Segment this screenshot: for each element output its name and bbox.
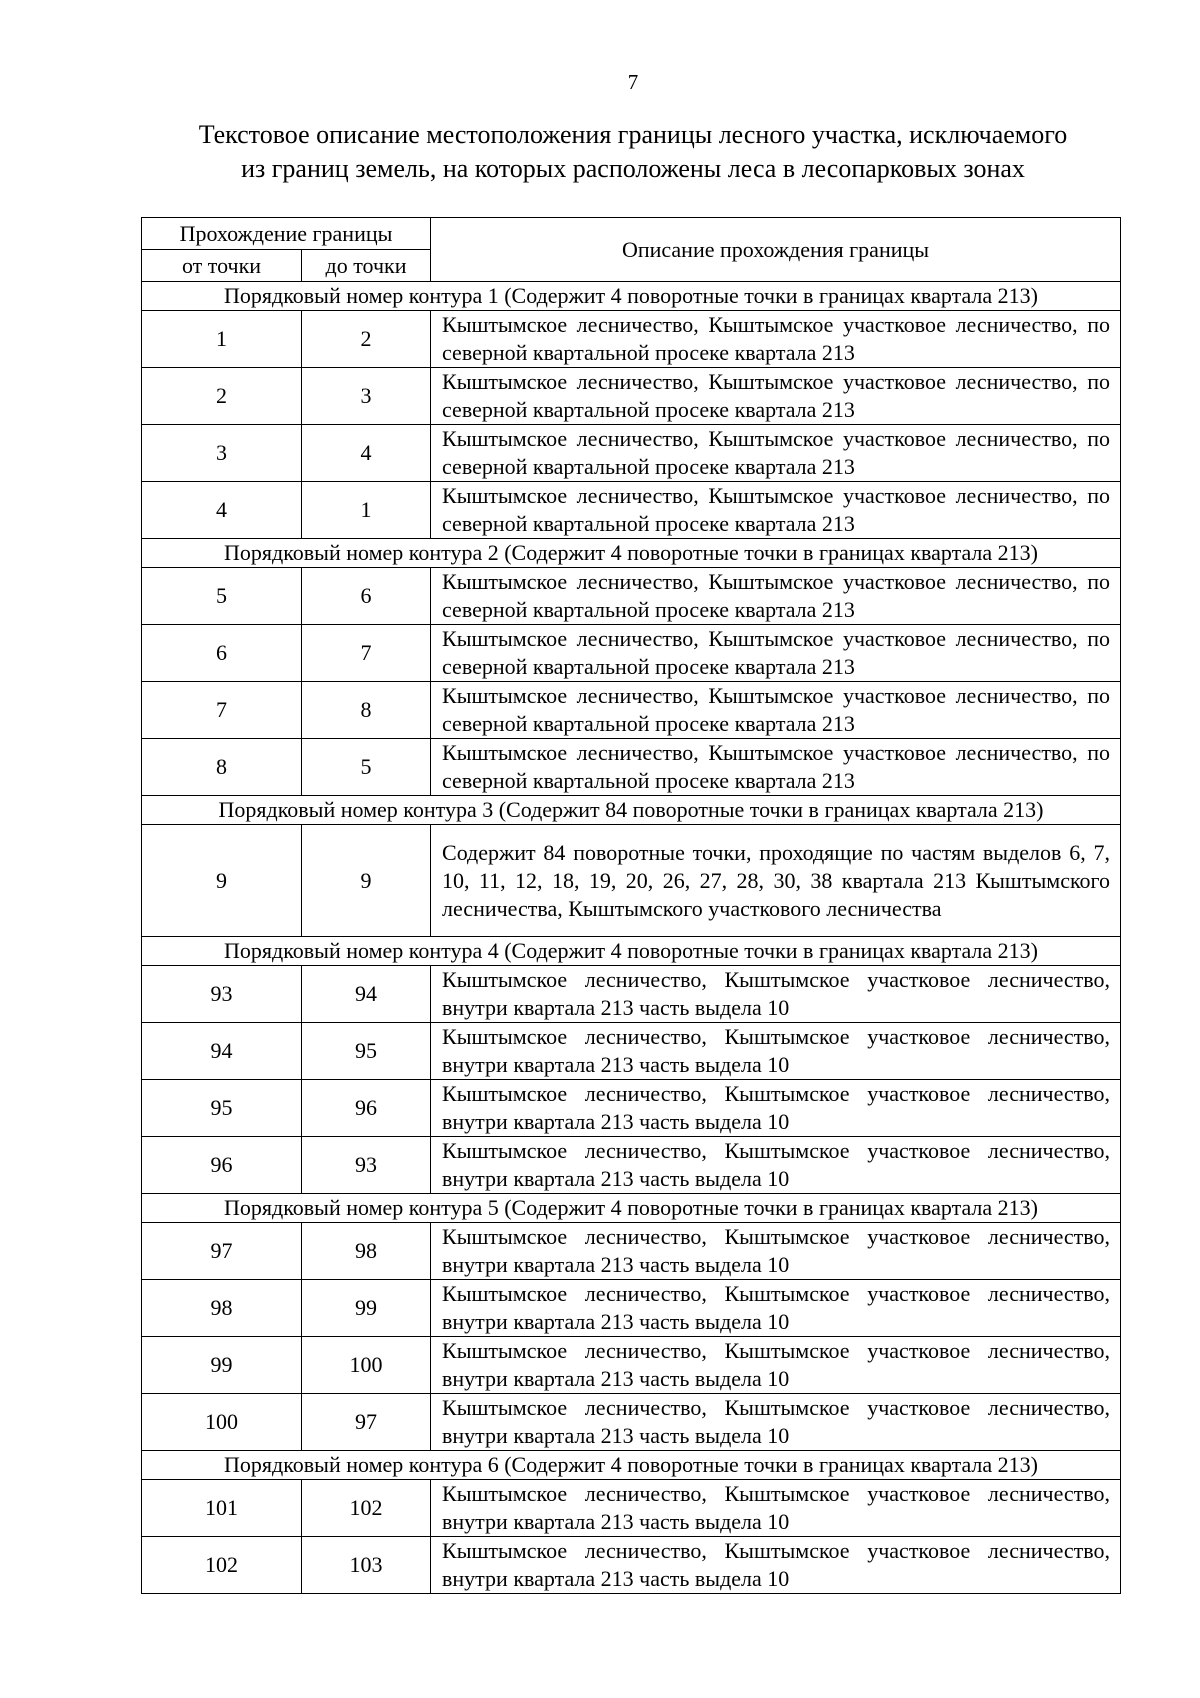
from-point-cell: 4 xyxy=(142,482,302,539)
from-point-cell: 6 xyxy=(142,625,302,682)
to-point-cell: 96 xyxy=(302,1080,431,1137)
from-point-cell: 96 xyxy=(142,1137,302,1194)
from-point-cell: 97 xyxy=(142,1223,302,1280)
from-point-cell: 102 xyxy=(142,1537,302,1594)
table-row xyxy=(142,825,1121,937)
header-from-point: от точки xyxy=(142,250,302,282)
header-description: Описание прохождения границы xyxy=(431,218,1121,282)
from-point-cell: 1 xyxy=(142,311,302,368)
description-cell: Кыштымское лесничество, Кыштымское участковое лесничество, по северной квартальной просеке квартала 213 xyxy=(431,682,1121,739)
description-cell: Кыштымское лесничество, Кыштымское участковое лесничество, по северной квартальной просеке квартала 213 xyxy=(431,368,1121,425)
from-point-cell: 94 xyxy=(142,1023,302,1080)
contour-section-title xyxy=(142,937,1121,966)
table-row xyxy=(142,966,1121,1023)
to-point-cell: 8 xyxy=(302,682,431,739)
contour-section-row xyxy=(142,796,1121,825)
from-point-cell: 2 xyxy=(142,368,302,425)
description-cell: Кыштымское лесничество, Кыштымское участковое лесничество, внутри квартала 213 часть выдела 10 xyxy=(431,1023,1121,1080)
to-point-cell: 95 xyxy=(302,1023,431,1080)
contour-section-title-text: Порядковый номер контура 1 (Содержит 4 поворотные точки в границах квартала 213) xyxy=(224,283,1038,308)
to-point-cell: 6 xyxy=(302,568,431,625)
to-point-cell: 93 xyxy=(302,1137,431,1194)
contour-section-row xyxy=(142,937,1121,966)
description-cell: Кыштымское лесничество, Кыштымское участковое лесничество, внутри квартала 213 часть выдела 10 xyxy=(431,966,1121,1023)
to-point-cell: 103 xyxy=(302,1537,431,1594)
to-point-cell: 97 xyxy=(302,1394,431,1451)
from-point-cell: 95 xyxy=(142,1080,302,1137)
document-title xyxy=(0,118,1200,186)
table-row xyxy=(142,625,1121,682)
to-point-cell: 7 xyxy=(302,625,431,682)
table-row xyxy=(142,1394,1121,1451)
contour-section-title-text: Порядковый номер контура 3 (Содержит 84 поворотные точки в границах квартала 213) xyxy=(218,797,1044,822)
from-point-cell: 7 xyxy=(142,682,302,739)
description-cell: Кыштымское лесничество, Кыштымское участковое лесничество, по северной квартальной просеке квартала 213 xyxy=(431,311,1121,368)
to-point-cell: 9 xyxy=(302,825,431,937)
description-cell: Кыштымское лесничество, Кыштымское участковое лесничество, внутри квартала 213 часть выдела 10 xyxy=(431,1137,1121,1194)
table-row xyxy=(142,1280,1121,1337)
to-point-cell: 2 xyxy=(302,311,431,368)
contour-section-title xyxy=(142,539,1121,568)
from-point-cell: 101 xyxy=(142,1480,302,1537)
table-row xyxy=(142,425,1121,482)
from-point-cell: 98 xyxy=(142,1280,302,1337)
description-cell: Кыштымское лесничество, Кыштымское участковое лесничество, по северной квартальной просеке квартала 213 xyxy=(431,568,1121,625)
description-cell: Кыштымское лесничество, Кыштымское участковое лесничество, внутри квартала 213 часть выдела 10 xyxy=(431,1337,1121,1394)
table-row xyxy=(142,1537,1121,1594)
description-cell: Кыштымское лесничество, Кыштымское участковое лесничество, внутри квартала 213 часть выдела 10 xyxy=(431,1480,1121,1537)
table-row xyxy=(142,368,1121,425)
to-point-cell: 98 xyxy=(302,1223,431,1280)
table-row xyxy=(142,739,1121,796)
from-point-cell: 8 xyxy=(142,739,302,796)
description-cell: Кыштымское лесничество, Кыштымское участковое лесничество, внутри квартала 213 часть выдела 10 xyxy=(431,1280,1121,1337)
header-boundary-passage: Прохождение границы xyxy=(142,218,431,250)
description-cell: Кыштымское лесничество, Кыштымское участковое лесничество, внутри квартала 213 часть выдела 10 xyxy=(431,1080,1121,1137)
to-point-cell: 99 xyxy=(302,1280,431,1337)
table-body xyxy=(142,282,1121,1594)
description-cell: Кыштымское лесничество, Кыштымское участковое лесничество, по северной квартальной просеке квартала 213 xyxy=(431,425,1121,482)
to-point-cell: 100 xyxy=(302,1337,431,1394)
to-point-cell: 5 xyxy=(302,739,431,796)
to-point-cell: 3 xyxy=(302,368,431,425)
from-point-cell: 100 xyxy=(142,1394,302,1451)
table-row xyxy=(142,311,1121,368)
to-point-cell: 4 xyxy=(302,425,431,482)
description-cell: Кыштымское лесничество, Кыштымское участковое лесничество, по северной квартальной просеке квартала 213 xyxy=(431,482,1121,539)
contour-section-title-text: Порядковый номер контура 6 (Содержит 4 поворотные точки в границах квартала 213) xyxy=(224,1452,1038,1477)
contour-section-row xyxy=(142,1194,1121,1223)
table-row xyxy=(142,1137,1121,1194)
header-to-point: до точки xyxy=(302,250,431,282)
from-point-cell: 9 xyxy=(142,825,302,937)
contour-section-title xyxy=(142,282,1121,311)
contour-section-title-text: Порядковый номер контура 2 (Содержит 4 поворотные точки в границах квартала 213) xyxy=(224,540,1038,565)
from-point-cell: 99 xyxy=(142,1337,302,1394)
description-cell: Кыштымское лесничество, Кыштымское участковое лесничество, по северной квартальной просеке квартала 213 xyxy=(431,625,1121,682)
from-point-cell: 3 xyxy=(142,425,302,482)
table-row xyxy=(142,482,1121,539)
table-row xyxy=(142,1337,1121,1394)
contour-section-row xyxy=(142,1451,1121,1480)
table-row xyxy=(142,1223,1121,1280)
document-title-line-2: из границ земель, на которых расположены леса в лесопарковых зонах xyxy=(241,154,1025,183)
to-point-cell: 94 xyxy=(302,966,431,1023)
contour-section-title-text: Порядковый номер контура 4 (Содержит 4 поворотные точки в границах квартала 213) xyxy=(224,938,1038,963)
document-title-line-1: Текстовое описание местоположения границы лесного участка, исключаемого xyxy=(198,120,1068,149)
table-row xyxy=(142,1023,1121,1080)
table-row xyxy=(142,568,1121,625)
contour-section-title xyxy=(142,1194,1121,1223)
from-point-cell: 93 xyxy=(142,966,302,1023)
to-point-cell: 102 xyxy=(302,1480,431,1537)
table-row xyxy=(142,1080,1121,1137)
description-cell: Кыштымское лесничество, Кыштымское участковое лесничество, внутри квартала 213 часть выдела 10 xyxy=(431,1223,1121,1280)
page-number: 7 xyxy=(627,70,639,94)
contour-section-title xyxy=(142,1451,1121,1480)
table-row xyxy=(142,682,1121,739)
table-row xyxy=(142,1480,1121,1537)
from-point-cell: 5 xyxy=(142,568,302,625)
description-cell: Кыштымское лесничество, Кыштымское участковое лесничество, по северной квартальной просеке квартала 213 xyxy=(431,739,1121,796)
description-cell: Кыштымское лесничество, Кыштымское участковое лесничество, внутри квартала 213 часть выдела 10 xyxy=(431,1537,1121,1594)
contour-section-title xyxy=(142,796,1121,825)
contour-section-row xyxy=(142,282,1121,311)
contour-section-title-text: Порядковый номер контура 5 (Содержит 4 поворотные точки в границах квартала 213) xyxy=(224,1195,1038,1220)
boundary-description-table xyxy=(141,217,1121,1594)
to-point-cell: 1 xyxy=(302,482,431,539)
description-cell: Содержит 84 поворотные точки, проходящие по частям выделов 6, 7, 10, 11, 12, 18, 19, 20, 26, 27, 28, 30, 38 квартала 213 Кыштымского лесничества, Кыштымского участкового лесничества xyxy=(431,825,1121,937)
description-cell: Кыштымское лесничество, Кыштымское участковое лесничество, внутри квартала 213 часть выдела 10 xyxy=(431,1394,1121,1451)
contour-section-row xyxy=(142,539,1121,568)
